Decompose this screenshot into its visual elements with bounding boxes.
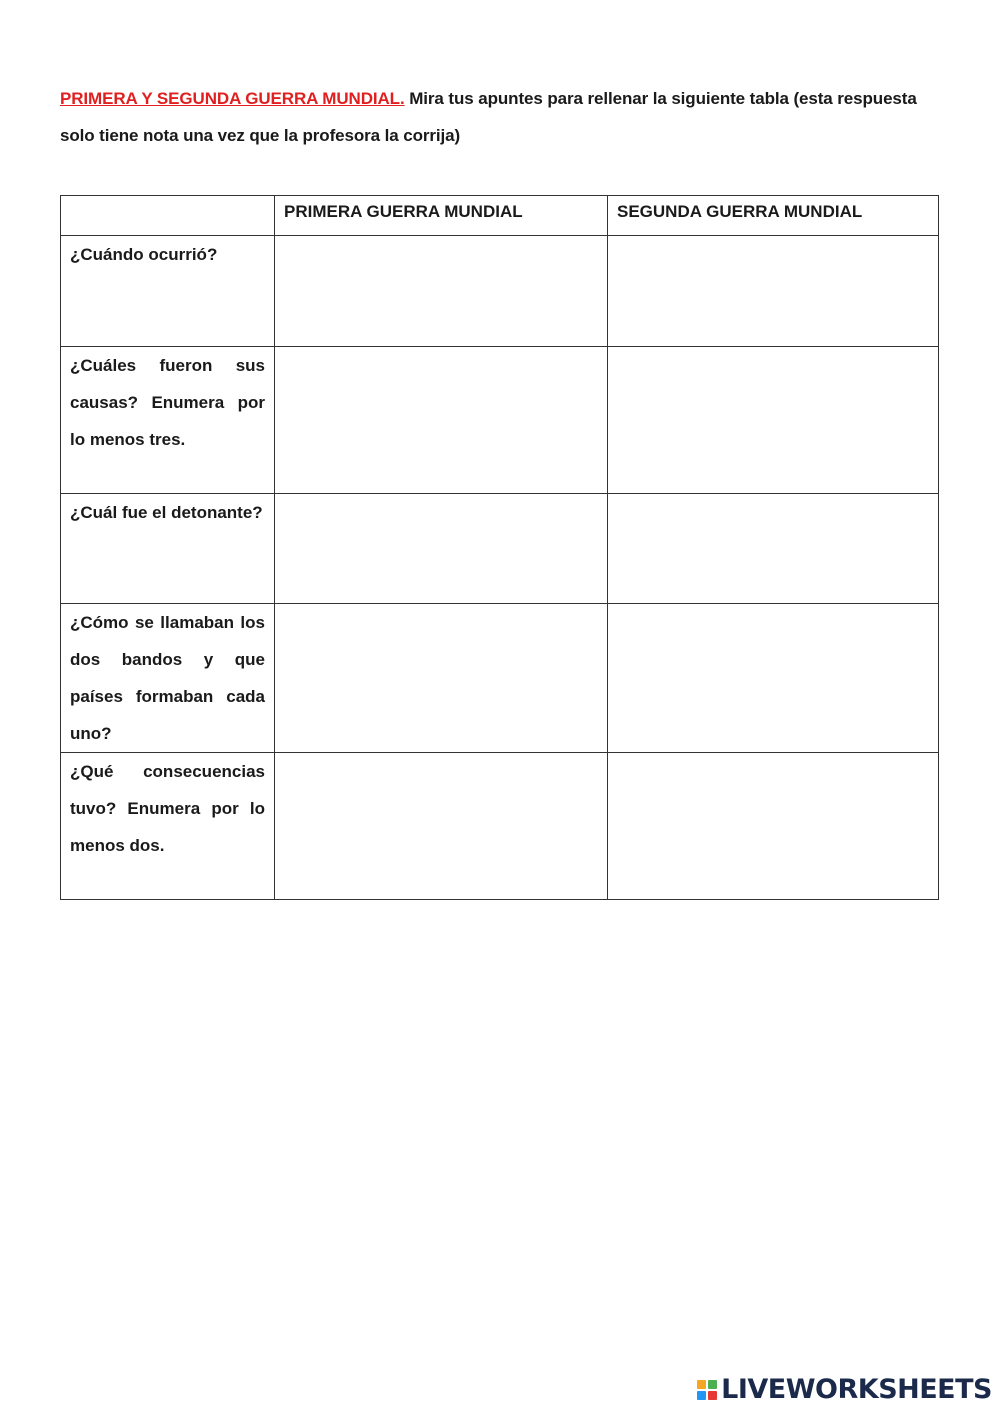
question-cell: ¿Cuándo ocurrió?	[61, 236, 275, 347]
answer-cell-segunda[interactable]	[608, 347, 939, 494]
answer-cell-primera[interactable]	[275, 753, 608, 900]
question-cell: ¿Qué consecuencias tuvo? Enumera por lo menos dos.	[61, 753, 275, 900]
question-cell: ¿Cómo se llamaban los dos bandos y que países formaban cada uno?	[61, 604, 275, 753]
instructions-text: Mira tus apuntes para rellenar la siguiente tabla (esta respuesta solo tiene nota una vez que la profesora la corrija)	[60, 89, 917, 145]
answer-cell-primera[interactable]	[275, 236, 608, 347]
worksheet-title: PRIMERA Y SEGUNDA GUERRA MUNDIAL.	[60, 89, 405, 108]
worksheet-table	[60, 195, 939, 900]
table-row	[61, 347, 939, 494]
answer-cell-segunda[interactable]	[608, 753, 939, 900]
header-empty-cell	[61, 196, 275, 236]
liveworksheets-branding	[697, 1374, 992, 1405]
answer-cell-primera[interactable]	[275, 347, 608, 494]
answer-cell-segunda[interactable]	[608, 604, 939, 753]
header-primera-guerra: PRIMERA GUERRA MUNDIAL	[275, 196, 608, 236]
header-row	[61, 196, 939, 236]
table-row	[61, 236, 939, 347]
instructions	[60, 80, 940, 154]
table-row	[61, 494, 939, 604]
question-cell: ¿Cuáles fueron sus causas? Enumera por lo menos tres.	[61, 347, 275, 494]
header-segunda-guerra: SEGUNDA GUERRA MUNDIAL	[608, 196, 939, 236]
brand-name: LIVEWORKSHEETS	[721, 1374, 992, 1405]
liveworksheets-logo-icon	[697, 1380, 717, 1400]
answer-cell-primera[interactable]	[275, 604, 608, 753]
answer-cell-segunda[interactable]	[608, 494, 939, 604]
table-row	[61, 604, 939, 753]
question-cell: ¿Cuál fue el detonante?	[61, 494, 275, 604]
answer-cell-primera[interactable]	[275, 494, 608, 604]
table-row	[61, 753, 939, 900]
answer-cell-segunda[interactable]	[608, 236, 939, 347]
